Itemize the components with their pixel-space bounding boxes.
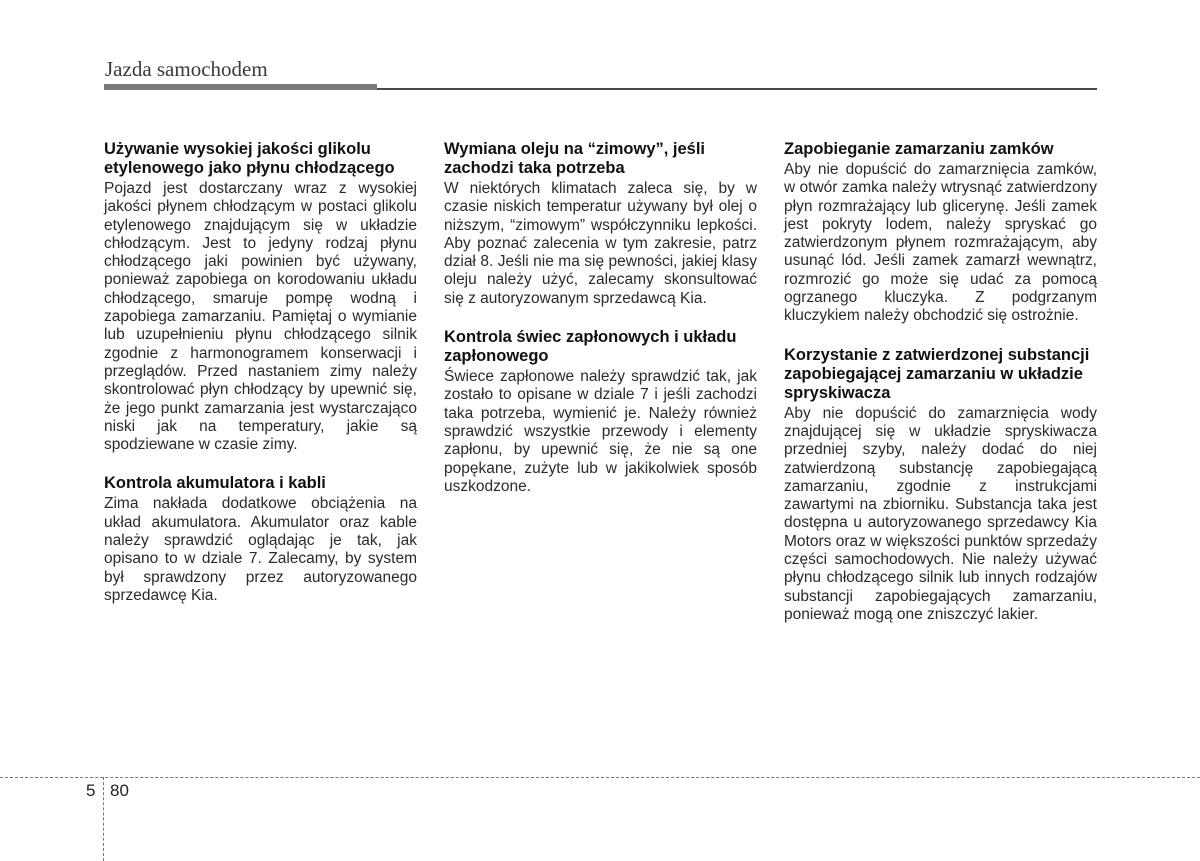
footer-divider bbox=[0, 777, 1200, 778]
section-spark-plugs bbox=[444, 328, 757, 496]
column-3 bbox=[784, 140, 1097, 644]
header-rule-thin bbox=[377, 88, 1097, 90]
section-body: Aby nie dopuścić do zamarznięcia wody znajdującej się w układzie spryskiwacza przedniej szyby, należy dodać do niej zatwierdzoną substancję zapobiegającą zamarzaniu, zgodnie z instrukcjami zawartymi na zbiorniku. Substancja taka jest dostępna u autoryzowanego sprzedawcy Kia Motors oraz w większości punktów sprzedaży części samochodowych. Nie należy używać płynu chłodzącego silnik lub innych rodzajów substancji zapobiegających zamarzaniu, ponieważ mogą one zniszczyć lakier. bbox=[784, 404, 1097, 623]
page-number: 80 bbox=[110, 781, 129, 800]
section-body: Pojazd jest dostarczany wraz z wysokiej jakości płynem chłodzącym w postaci glikolu etylenowego znajdującym się w układzie chłodzącym. Jest to jedyny rodzaj płynu chłodzącego jaki powinien być używany, ponieważ zapobiega on korodowaniu układu chłodzącego, smaruje pompę wodną i zapobiega zamarzaniu. Pamiętaj o wymianie lub uzupełnieniu płynu chłodzącego silnik zgodnie z harmonogramem konserwacji i przeglądów. Przed nastaniem zimy należy skontrolować płyn chłodzący by upewnić się, że jego punkt zamarzania jest wystarczająco niski jak na temperatury, jakie są spodziewane w czasie zimy. bbox=[104, 180, 417, 454]
column-1 bbox=[104, 140, 417, 625]
section-heading: Zapobieganie zamarzaniu zamków bbox=[784, 140, 1054, 158]
section-heading: Kontrola akumulatora i kabli bbox=[104, 474, 326, 493]
section-heading: Wymiana oleju na “zimowy”, jeśli zachodzi taka potrzeba bbox=[444, 140, 706, 177]
section-body: Aby nie dopuścić do zamarznięcia zamków, w otwór zamka należy wtrysnąć zatwierdzony płyn rozmrażający lub glicerynę. Jeśli zamek jest pokryty lodem, należy spryskać go zatwierdzonym płynem rozmrażającym, aby usunąć lód. Jeśli zamek zamarzł wewnątrz, rozmrozić go może się udać za pomocą ogrzanego kluczyka. Z podgrzanym kluczykiem należy obchodzić się ostrożnie. bbox=[784, 161, 1097, 325]
section-heading: Korzystanie z zatwierdzonej substancji zapobiegającej zamarzaniu w układzie spryskiwacza bbox=[784, 345, 1090, 402]
section-washer-antifreeze bbox=[784, 346, 1097, 625]
header-rule-thick bbox=[104, 84, 377, 90]
section-body: Świece zapłonowe należy sprawdzić tak, jak zostało to opisane w dziale 7 i jeśli zachodzi taka potrzeba, wymienić je. Należy również sprawdzić wszystkie przewody i elementy zapłonu, by upewnić się, że nie są one popękane, zużyte lub w jakikolwiek sposób uszkodzone. bbox=[444, 368, 757, 495]
page-header-title: Jazda samochodem bbox=[105, 57, 268, 81]
chapter-number: 5 bbox=[86, 781, 96, 800]
footer-vertical-divider bbox=[103, 777, 104, 861]
section-lock-freeze bbox=[784, 140, 1097, 326]
section-body: W niektórych klimatach zaleca się, by w czasie niskich temperatur używany był olej o niższym, “zimowym” współczynniku lepkości. Aby poznać zalecenia w tym zakresie, patrz dział 8. Jeśli nie ma się pewności, jakiej klasy oleju należy użyć, zalecamy skonsultować się z autoryzowanym sprzedawcą Kia. bbox=[444, 180, 757, 307]
section-battery bbox=[104, 474, 417, 605]
section-heading: Kontrola świec zapłonowych i układu zapłonowego bbox=[444, 328, 737, 366]
section-body: Zima nakłada dodatkowe obciążenia na układ akumulatora. Akumulator oraz kable należy sprawdzić oglądając je tak, jak opisano to w dziale 7. Zalecamy, by system był sprawdzony przez autoryzowanego sprzedawcę Kia. bbox=[104, 495, 417, 604]
section-winter-oil bbox=[444, 140, 757, 308]
column-2 bbox=[444, 140, 757, 516]
section-ethylene-glycol bbox=[104, 140, 417, 454]
section-heading: Używanie wysokiej jakości glikolu etylenowego jako płynu chłodzącego bbox=[104, 140, 395, 177]
